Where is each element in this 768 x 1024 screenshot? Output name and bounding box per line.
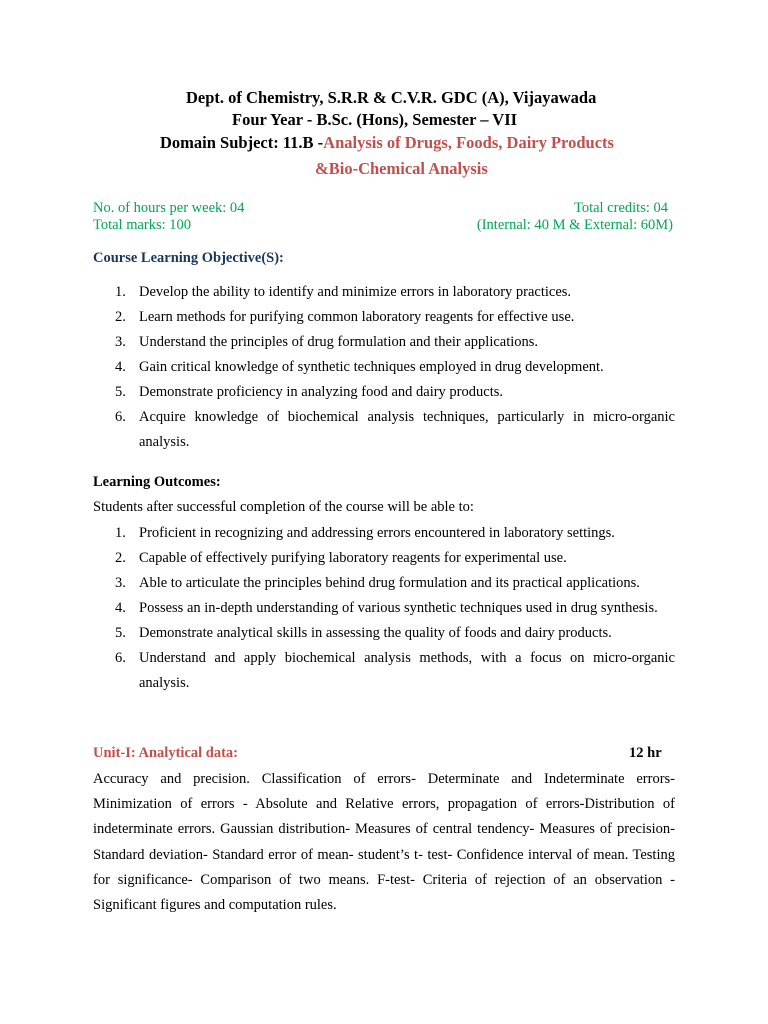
outcomes-intro: Students after successful completion of the course will be able to:: [93, 499, 474, 515]
domain-subject-title: Analysis of Drugs, Foods, Dairy Products: [323, 133, 614, 152]
list-item: 3. Understand the principles of drug formulation and their applications.: [115, 334, 539, 350]
outcomes-list: [93, 521, 675, 696]
list-item: 2. Capable of effectively purifying laboratory reagents for experimental use.: [115, 550, 567, 566]
header-line-4: &Bio-Chemical Analysis: [315, 159, 488, 178]
unit-1-body: Accuracy and precision. Classification of errors- Determinate and Indeterminate errors- Minimization of errors - Absolute and Relative errors, propagation of errors-Distribution of indeterminate errors. Gaussian distribution- Measures of central tendency- Measures of precision- Standard deviation- Standard error of mean- student’s t- test- Confidence interval of mean. Testing for significance- Comparison of two means. F-test- Criteria of rejection of an observation - Significant figures and computation rules.: [93, 771, 675, 914]
list-item: 4. Possess an in-depth understanding of various synthetic techniques used in drug synthesis.: [115, 600, 658, 616]
list-item: 6. Understand and apply biochemical analysis methods, with a focus on micro-organic analysis.: [115, 650, 675, 691]
hours-per-week: No. of hours per week: 04: [93, 200, 245, 216]
outcomes-heading: Learning Outcomes:: [93, 474, 221, 490]
header-line-1: Dept. of Chemistry, S.R.R & C.V.R. GDC (A), Vijayawada: [186, 88, 597, 107]
list-item: 4. Gain critical knowledge of synthetic techniques employed in drug development.: [115, 359, 604, 375]
list-item: 1. Develop the ability to identify and minimize errors in laboratory practices.: [115, 284, 572, 300]
total-credits: Total credits: 04: [573, 200, 668, 216]
list-item: 2. Learn methods for purifying common laboratory reagents for effective use.: [115, 309, 575, 325]
total-marks: Total marks: 100: [93, 217, 192, 233]
domain-subject-prefix: Domain Subject: 11.B -: [160, 133, 324, 152]
list-item: 5. Demonstrate analytical skills in assessing the quality of foods and dairy products.: [115, 625, 612, 641]
header-line-2: Four Year - B.Sc. (Hons), Semester – VII: [232, 110, 518, 129]
list-item: 3. Able to articulate the principles behind drug formulation and its practical applications.: [115, 575, 640, 591]
objectives-list: [93, 280, 675, 455]
unit-1-hours: 12 hr: [629, 745, 662, 761]
marks-split: (Internal: 40 M & External: 60M): [476, 217, 673, 233]
unit-1-title: Unit-I: Analytical data:: [93, 745, 238, 761]
objectives-heading: Course Learning Objective(S):: [93, 250, 284, 266]
header-line-3: [0, 133, 768, 153]
list-item: 5. Demonstrate proficiency in analyzing food and dairy products.: [115, 384, 503, 400]
list-item: 1. Proficient in recognizing and addressing errors encountered in laboratory settings.: [115, 525, 615, 541]
list-item: 6. Acquire knowledge of biochemical analysis techniques, particularly in micro-organic analysis.: [115, 409, 675, 450]
